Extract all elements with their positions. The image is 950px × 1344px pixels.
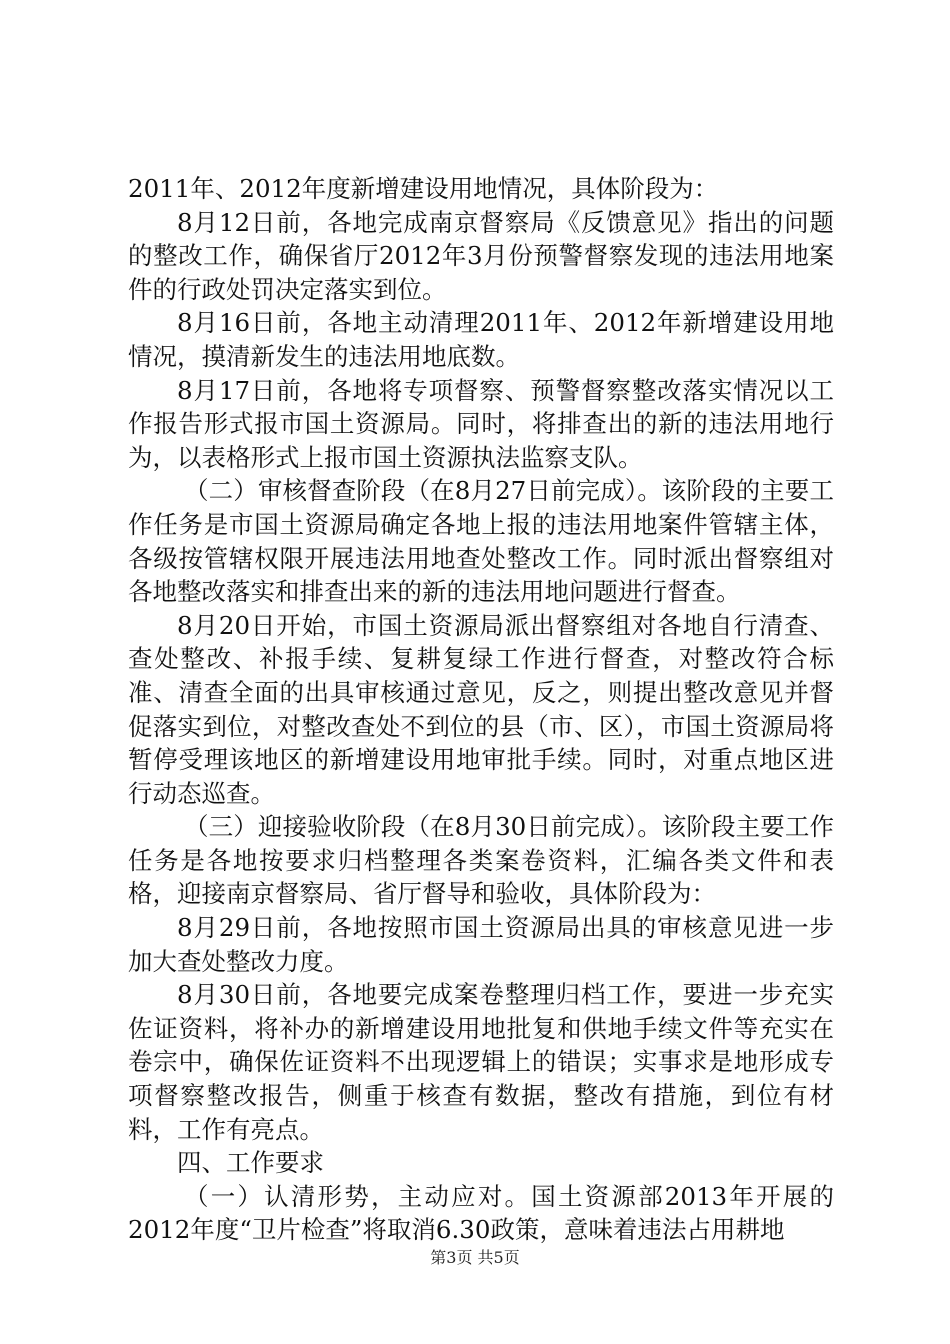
document-body (128, 172, 834, 1247)
paragraph-8: 8月29日前，各地按照市国土资源局出具的审核意见进一步加大查处整改力度。 (128, 913, 834, 976)
paragraph-5: （二）审核督查阶段（在8月27日前完成）。该阶段的主要工作任务是市国土资源局确定各地上报的违法用地案件管辖主体，各级按管辖权限开展违法用地查处整改工作。同时派出督察组对各地整改落实和排查出来的新的违法用地问题进行督查。 (128, 476, 834, 607)
paragraph-4: 8月17日前，各地将专项督察、预警督察整改落实情况以工作报告形式报市国土资源局。同时，将排查出的新的违法用地行为，以表格形式上报市国土资源执法监察支队。 (128, 375, 834, 472)
paragraph-9: 8月30日前，各地要完成案卷整理归档工作，要进一步充实佐证资料，将补办的新增建设用地批复和供地手续文件等充实在卷宗中，确保佐证资料不出现逻辑上的错误；实事求是地形成专项督察整改报告，侧重于核查有数据，整改有措施，到位有材料，工作有亮点。 (128, 980, 834, 1144)
paragraph-7: （三）迎接验收阶段（在8月30日前完成）。该阶段主要工作任务是各地按要求归档整理各类案卷资料，汇编各类文件和表格，迎接南京督察局、省厅督导和验收，具体阶段为： (128, 812, 834, 909)
paragraph-2: 8月12日前，各地完成南京督察局《反馈意见》指出的问题的整改工作，确保省厅2012年3月份预警督察发现的违法用地案件的行政处罚决定落实到位。 (128, 207, 834, 304)
paragraph-1: 2011年、2012年度新增建设用地情况，具体阶段为： (128, 174, 719, 203)
paragraph-3: 8月16日前，各地主动清理2011年、2012年新增建设用地情况，摸清新发生的违法用地底数。 (128, 308, 834, 371)
paragraph-11: （一）认清形势，主动应对。国土资源部2013年开展的2012年度“卫片检查”将取消6.30政策，意味着违法占用耕地 (128, 1181, 834, 1245)
paragraph-6: 8月20日开始，市国土资源局派出督察组对各地自行清查、查处整改、补报手续、复耕复绿工作进行督查，对整改符合标准、清查全面的出具审核通过意见，反之，则提出整改意见并督促落实到位，对整改查处不到位的县（市、区），市国土资源局将暂停受理该地区的新增建设用地审批手续。同时，对重点地区进行动态巡查。 (128, 610, 834, 808)
section-heading: 四、工作要求 (177, 1148, 324, 1178)
page-footer: 第3页 共5页 (430, 1248, 520, 1267)
